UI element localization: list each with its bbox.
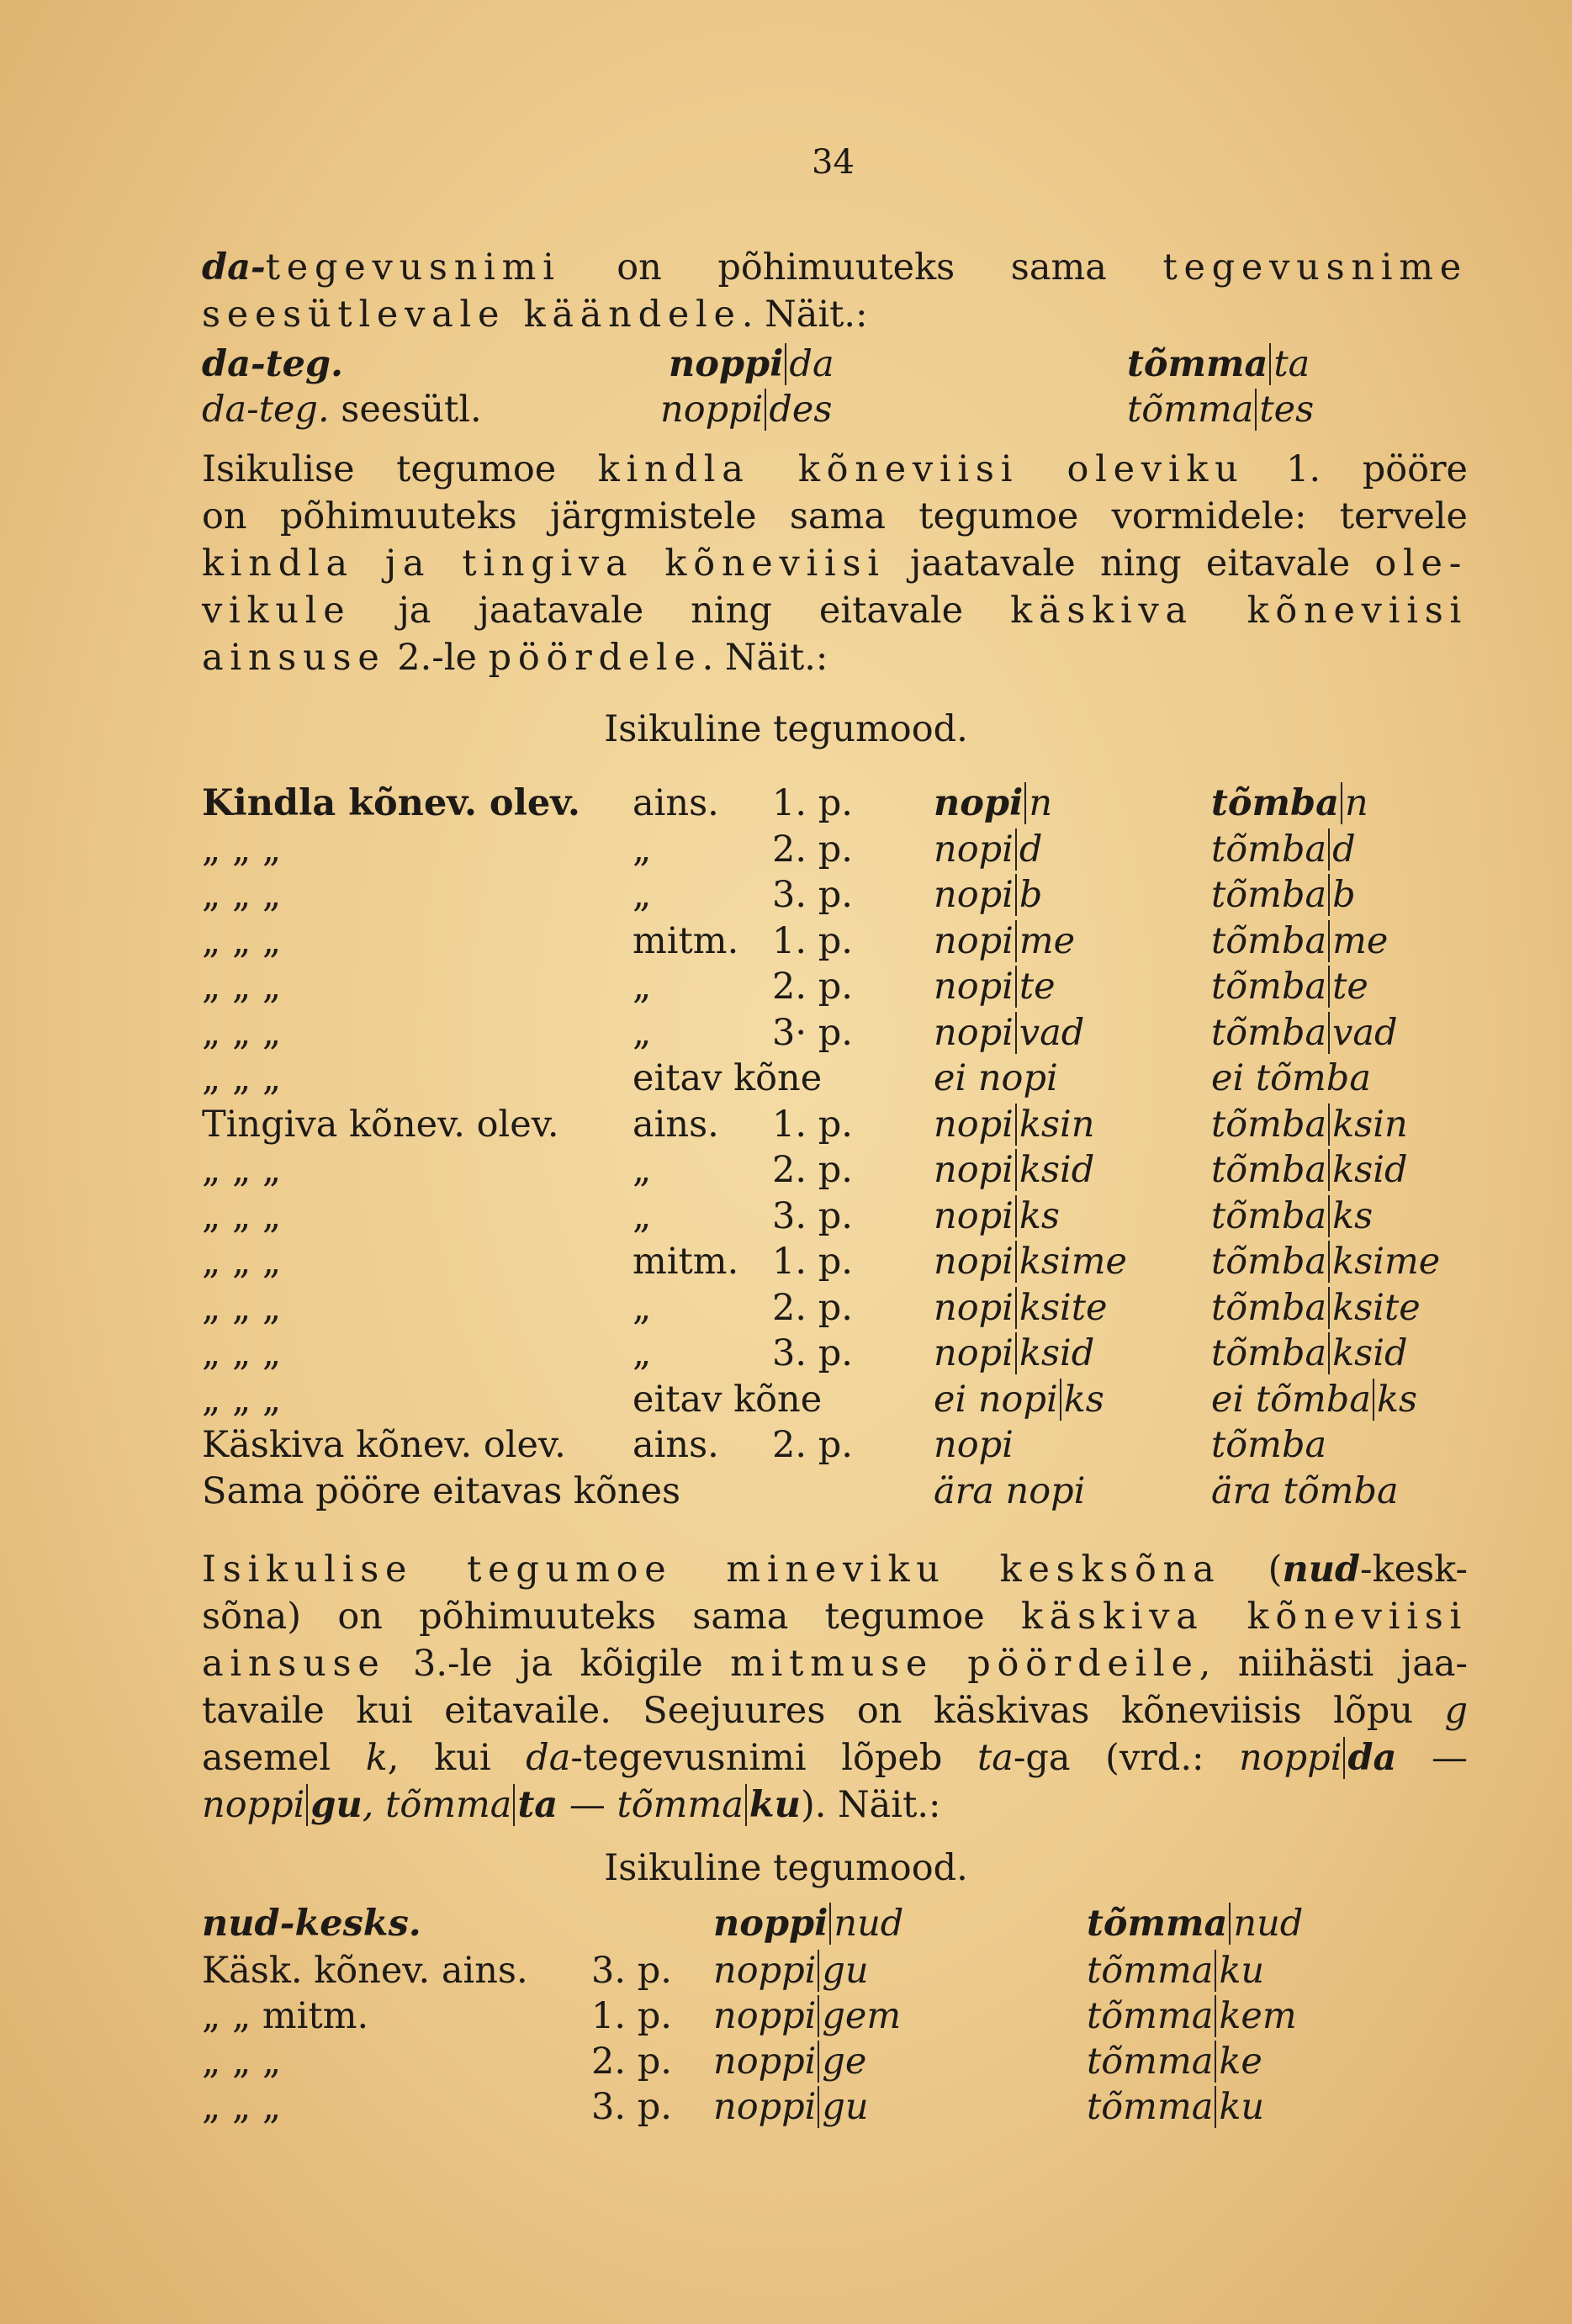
ending: ksid	[1015, 1149, 1094, 1191]
stem: nopi	[934, 966, 1014, 1008]
ta-term: ta	[977, 1737, 1014, 1779]
term: käskiva kõneviisi	[1020, 1596, 1469, 1638]
da-term: da	[526, 1737, 571, 1779]
row-person: 3. p.	[772, 1194, 853, 1237]
row-number: „	[633, 1011, 652, 1054]
example-stem: noppi	[660, 389, 764, 431]
stem: noppi	[713, 1903, 828, 1945]
row-label: Tingiva kõnev. olev.	[202, 1103, 559, 1146]
term: Isikulise tegumoe mineviku kesksõna	[202, 1548, 1221, 1591]
row-person: 3. p.	[772, 874, 853, 916]
text: -tegevusnimi lõpeb	[570, 1737, 977, 1779]
text: 1. pööre	[1244, 448, 1468, 490]
example-stem: tõmma	[1127, 389, 1254, 431]
ending: ksime	[1015, 1241, 1127, 1283]
stem: tõmma	[1087, 1995, 1214, 2037]
row-label: „ „ „	[202, 1057, 282, 1099]
row-label: „ „ „	[202, 828, 282, 871]
table-row	[0, 1149, 1572, 1194]
ending: ge	[818, 2041, 866, 2083]
form-2	[1087, 2086, 1264, 2128]
row-person: 1. p.	[772, 919, 853, 962]
example-ending: ku	[745, 1784, 801, 1826]
row-person: 1. p.	[772, 782, 853, 824]
table-row	[0, 828, 1572, 874]
stem: ei nopi	[934, 1378, 1058, 1421]
row-number: „	[633, 874, 652, 916]
table-row	[0, 1104, 1572, 1149]
ending: vad	[1328, 1012, 1397, 1054]
row-person: 2. p.	[772, 1149, 853, 1191]
form-1	[934, 874, 1042, 916]
form-2	[1087, 2041, 1262, 2083]
term: kindla ja tingiva kõneviisi	[202, 543, 886, 585]
stem: nopi	[934, 1194, 1014, 1237]
example-stem: noppi	[669, 343, 784, 385]
intro-text: on põhimuuteks sama	[560, 246, 1163, 289]
text: 2.-le	[385, 637, 489, 679]
text: —	[558, 1784, 617, 1826]
stem: noppi	[713, 2041, 817, 2083]
form-2	[1211, 1241, 1440, 1283]
form-2	[1211, 1332, 1408, 1374]
row-label: „ „ „	[202, 1011, 282, 1054]
example-stem: tõmma	[617, 1784, 744, 1826]
table-2-title: Isikuline tegumood.	[604, 1847, 968, 1889]
stem: tõmba	[1211, 1149, 1327, 1191]
row-person: 3· p.	[772, 1011, 853, 1054]
row-person: 3. p.	[772, 1332, 853, 1374]
row-label: „ „ „	[202, 2086, 282, 2128]
intro-term: tegevusnime	[1162, 246, 1468, 289]
text: -kesk-	[1360, 1548, 1468, 1591]
table-row	[0, 1379, 1572, 1424]
form-2	[1211, 1424, 1326, 1466]
form-1	[713, 1995, 901, 2037]
stem: nopi	[934, 1103, 1014, 1146]
example-stem: noppi	[202, 1784, 305, 1826]
ending: me	[1015, 920, 1075, 962]
text: asemel	[202, 1737, 366, 1779]
text: . Näit.:	[701, 637, 828, 679]
stem: tõmba	[1211, 1424, 1327, 1466]
stem: nopi	[934, 1424, 1014, 1466]
row-person: 1. p.	[772, 1103, 853, 1146]
table-row	[0, 1241, 1572, 1286]
form-1	[934, 1012, 1084, 1054]
row-label: „ „ „	[202, 1194, 282, 1237]
ending: ke	[1215, 2041, 1262, 2083]
stem: nopi	[934, 1149, 1014, 1191]
intro-term: tegevusnimi	[265, 246, 561, 289]
example-ending: des	[765, 389, 832, 431]
stem: nopi	[934, 919, 1014, 962]
stem: tõmba	[1211, 919, 1327, 962]
form-1	[934, 1149, 1094, 1191]
ending: d	[1328, 828, 1356, 871]
form-1	[934, 1241, 1127, 1283]
form-1	[934, 1470, 1085, 1512]
row-person: 2. p.	[591, 2041, 672, 2083]
row-number: „	[633, 1286, 652, 1329]
paragraph-3	[202, 1546, 1468, 1829]
ending: kem	[1215, 1995, 1296, 2037]
ending: me	[1328, 920, 1388, 962]
term: käskiva kõneviisi	[1010, 590, 1468, 632]
example-ending: ta	[513, 1784, 558, 1826]
row-label: Sama pööre eitavas kõnes	[202, 1469, 681, 1512]
ending: ksid	[1015, 1332, 1094, 1374]
row-number: eitav kõne	[633, 1057, 823, 1099]
row-person: 3. p.	[591, 2086, 672, 2128]
stem: tõmba	[1211, 1286, 1327, 1329]
table-row	[0, 1950, 1572, 1995]
ending: d	[1015, 828, 1043, 871]
form-2	[1211, 1379, 1417, 1421]
form-1	[934, 966, 1056, 1008]
example-row	[0, 343, 1572, 389]
row-label: „ „ mitm.	[202, 1995, 369, 2037]
letter: g	[1444, 1690, 1468, 1732]
table-row	[0, 1287, 1572, 1332]
form-2	[1211, 874, 1356, 916]
table-row	[0, 1332, 1572, 1378]
row-number: ains.	[633, 782, 719, 824]
form-1	[934, 1379, 1104, 1421]
ending: ks	[1328, 1195, 1373, 1237]
table-row	[0, 1470, 1572, 1516]
row-number: „	[633, 1332, 652, 1374]
text: -ga (vrd.:	[1013, 1737, 1240, 1779]
table-row	[0, 2086, 1572, 2131]
form-2	[1211, 1470, 1399, 1512]
form-1	[713, 2041, 866, 2083]
row-number: „	[633, 828, 652, 871]
ending: n	[1341, 782, 1368, 824]
form-2	[1211, 782, 1368, 824]
example-label: da-teg.	[202, 389, 330, 431]
form-1	[713, 2086, 869, 2128]
ending: nud	[829, 1903, 903, 1945]
term: pöördele	[488, 637, 702, 679]
example-stem: tõmma	[1127, 343, 1268, 385]
term: ainsuse	[202, 637, 386, 679]
example-ending: gu	[306, 1784, 362, 1826]
term: vikule	[202, 590, 352, 632]
stem: noppi	[713, 1950, 817, 1992]
row-number: „	[633, 966, 652, 1008]
table-row	[0, 874, 1572, 919]
ending: gem	[818, 1995, 901, 2037]
row-number: eitav kõne	[633, 1378, 823, 1421]
form-2	[1087, 1950, 1264, 1992]
stem: tõmba	[1211, 828, 1327, 871]
ending: ksite	[1328, 1287, 1421, 1329]
table-row	[0, 1995, 1572, 2041]
stem: tõmba	[1211, 1103, 1327, 1146]
table-row	[0, 1057, 1572, 1103]
row-label: „ „ „	[202, 1332, 282, 1374]
form-2	[1211, 1057, 1371, 1099]
form-2	[1211, 1149, 1408, 1191]
text: Isikulise tegumoe	[202, 448, 598, 490]
form-2	[1211, 920, 1388, 962]
ending: n	[1024, 782, 1052, 824]
example-stem: noppi	[1239, 1737, 1342, 1779]
ending: ksid	[1328, 1149, 1407, 1191]
text: ,	[362, 1784, 386, 1826]
row-label: „ „ „	[202, 1286, 282, 1329]
stem: tõmba	[1211, 782, 1339, 824]
stem: nopi	[934, 874, 1014, 916]
text: , kui	[387, 1737, 527, 1779]
term: ainsuse	[202, 1643, 386, 1685]
table-row	[0, 966, 1572, 1011]
stem: tõmba	[1211, 966, 1327, 1008]
form-2	[1211, 1012, 1398, 1054]
row-label: „ „ „	[202, 966, 282, 1008]
stem: tõmma	[1087, 1950, 1214, 1992]
ending: ksite	[1015, 1287, 1108, 1329]
form-1	[934, 828, 1042, 871]
example-ending: da	[785, 343, 834, 385]
stem: ei tõmba	[1211, 1057, 1371, 1099]
text: jaatavale ning eitavale	[885, 543, 1375, 585]
intro-term: seesütlevale käändele	[202, 294, 742, 336]
da-prefix: da-	[202, 246, 266, 289]
stem: ei nopi	[934, 1057, 1058, 1099]
ending: ks	[1373, 1379, 1417, 1421]
ending: gu	[818, 2086, 868, 2128]
page-number: 34	[812, 143, 855, 182]
row-label: Käskiva kõnev. olev.	[202, 1424, 566, 1466]
text: ). Näit.:	[800, 1784, 941, 1826]
form-1	[934, 782, 1052, 824]
stem: tõmba	[1211, 874, 1327, 916]
row-label: „ „ „	[202, 2041, 282, 2083]
row-label: „ „ „	[202, 1149, 282, 1191]
stem: tõmba	[1211, 1194, 1327, 1237]
example-row	[0, 389, 1572, 434]
nud-label: nud-kesks.	[202, 1903, 421, 1945]
row-label: „ „ „	[202, 919, 282, 962]
nud-term: nud	[1282, 1548, 1361, 1591]
intro-paragraph	[202, 244, 1468, 338]
row-number: „	[633, 1149, 652, 1191]
row-label: Kindla kõnev. olev.	[202, 782, 580, 824]
stem: nopi	[934, 1011, 1014, 1054]
text: on põhimuuteks järgmistele sama tegumoe vormidele: tervele	[202, 495, 1468, 537]
ending: ks	[1060, 1379, 1104, 1421]
row-label: „ „ „	[202, 1241, 282, 1283]
row-person: 2. p.	[772, 828, 853, 871]
example-label: seesütl.	[329, 389, 482, 431]
ending: ksime	[1328, 1241, 1440, 1283]
paragraph-2	[202, 446, 1468, 681]
stem: ära tõmba	[1211, 1469, 1399, 1512]
form-1	[713, 1950, 869, 1992]
stem: nopi	[934, 782, 1024, 824]
row-person: 2. p.	[772, 1286, 853, 1329]
stem: tõmma	[1087, 2086, 1214, 2128]
text: sõna) on põhimuuteks sama tegumoe	[202, 1596, 1021, 1638]
text: ja jaatavale ning eitavale	[351, 590, 1011, 632]
form-1	[934, 1332, 1094, 1374]
ending: gu	[818, 1950, 868, 1992]
row-label: „ „ „	[202, 1378, 282, 1421]
row-label: „ „ „	[202, 874, 282, 916]
row-person: 2. p.	[772, 966, 853, 1008]
text: (	[1220, 1548, 1283, 1591]
text: 3.-le ja kõigile	[385, 1643, 731, 1685]
stem: ei tõmba	[1211, 1378, 1371, 1421]
text: tavaile kui eitavaile. Seejuures on käskivas kõneviisis lõpu	[202, 1690, 1445, 1732]
ending: ksid	[1328, 1332, 1407, 1374]
ending: nud	[1229, 1903, 1303, 1945]
ending: ksin	[1015, 1104, 1095, 1146]
form-2	[1211, 1195, 1373, 1237]
stem: nopi	[934, 1286, 1014, 1329]
letter: k	[365, 1737, 388, 1779]
example-ending: tes	[1255, 389, 1314, 431]
form-1	[934, 1057, 1058, 1099]
stem: tõmma	[1087, 2041, 1214, 2083]
stem: nopi	[934, 1241, 1014, 1283]
row-label: Käsk. kõnev. ains.	[202, 1950, 528, 1992]
stem: nopi	[934, 1332, 1014, 1374]
ending: vad	[1015, 1012, 1084, 1054]
form-2	[1211, 1104, 1408, 1146]
form-1	[934, 1424, 1014, 1466]
form-1	[934, 1104, 1094, 1146]
stem: tõmma	[1087, 1903, 1228, 1945]
stem: nopi	[934, 828, 1014, 871]
row-person: 2. p.	[772, 1424, 853, 1466]
stem: noppi	[713, 2086, 817, 2128]
row-number: „	[633, 1194, 652, 1237]
table-1-title: Isikuline tegumood.	[604, 708, 968, 750]
form-2	[1211, 1287, 1421, 1329]
row-number: ains.	[633, 1103, 719, 1146]
table-row	[0, 2041, 1572, 2086]
form-2	[1087, 1995, 1297, 2037]
ending: te	[1015, 966, 1056, 1008]
term: ole-	[1374, 543, 1468, 585]
term: kindla kõneviisi oleviku	[597, 448, 1245, 490]
term: mitmuse pöördeile	[730, 1643, 1199, 1685]
table-row	[0, 782, 1572, 828]
example-label: da-teg.	[202, 343, 344, 385]
ending: ku	[1215, 2086, 1264, 2128]
table-row	[0, 1424, 1572, 1469]
intro-text: . Näit.:	[741, 294, 868, 336]
text: , niihästi jaa-	[1199, 1643, 1468, 1685]
form-2	[1211, 966, 1368, 1008]
row-person: 3. p.	[591, 1950, 672, 1992]
example-ending: ta	[1269, 343, 1310, 385]
text: —	[1396, 1737, 1469, 1779]
row-person: 1. p.	[591, 1995, 672, 2037]
row-person: 1. p.	[772, 1241, 853, 1283]
stem: tõmba	[1211, 1241, 1327, 1283]
table-row	[0, 1012, 1572, 1057]
table-row	[0, 1195, 1572, 1241]
row-number: mitm.	[633, 1241, 739, 1283]
form-1	[934, 920, 1075, 962]
ending: te	[1328, 966, 1368, 1008]
stem: tõmba	[1211, 1332, 1327, 1374]
ending: ks	[1015, 1195, 1060, 1237]
stem: tõmba	[1211, 1011, 1327, 1054]
row-number: mitm.	[633, 919, 739, 962]
ending: ksin	[1328, 1104, 1408, 1146]
stem: ära nopi	[934, 1469, 1086, 1512]
example-ending: da	[1343, 1737, 1396, 1779]
ending: b	[1015, 874, 1043, 916]
stem: noppi	[713, 1995, 817, 2037]
ending: b	[1328, 874, 1356, 916]
example-stem: tõmma	[385, 1784, 512, 1826]
form-1	[934, 1195, 1060, 1237]
ending: ku	[1215, 1950, 1264, 1992]
form-2	[1211, 828, 1356, 871]
form-1	[934, 1287, 1107, 1329]
table-row	[0, 920, 1572, 966]
row-number: ains.	[633, 1424, 719, 1466]
table-2-head	[0, 1903, 1572, 1948]
